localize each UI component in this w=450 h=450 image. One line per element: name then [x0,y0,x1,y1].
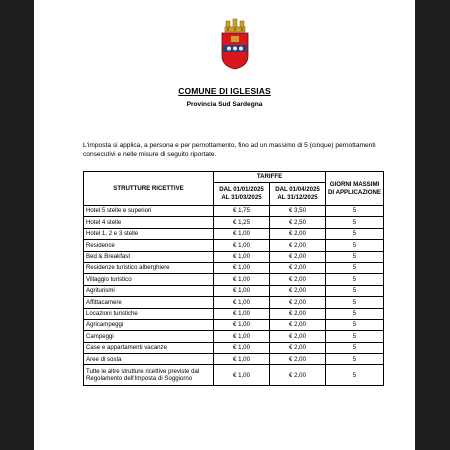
header-tariffe: TARIFFE [214,172,326,183]
max-days-cell: 5 [326,297,384,308]
tariff-period-2-cell: € 2,00 [270,240,326,251]
header-structures: STRUTTURE RICETTIVE [84,172,214,206]
structure-name-cell: Campeggi [84,331,214,342]
table-row [84,228,384,239]
table-row [84,274,384,285]
structure-name-cell: Agriturismi [84,285,214,296]
tariff-period-1-cell: € 1,00 [214,365,270,386]
table-row [84,308,384,319]
max-days-cell: 5 [326,262,384,273]
table-header-row [84,172,384,183]
header-period-1: DAL 01/01/2025 AL 31/03/2025 [214,183,270,206]
max-days-cell: 5 [326,308,384,319]
table-row [84,251,384,262]
intro-paragraph: L'imposta si applica, a persona e per pernottamento, fino ad un massimo di 5 (cinque) pernottamenti consecutivi e nelle misure di seguito riportate. [83,142,376,158]
max-days-cell: 5 [326,206,384,217]
max-days-cell: 5 [326,251,384,262]
table-body [84,206,384,386]
tariff-period-1-cell: € 1,00 [214,354,270,365]
document-page [34,0,415,450]
tariff-period-2-cell: € 2,00 [270,308,326,319]
structure-name-cell: Hotel 4 stelle [84,217,214,228]
table-row [84,331,384,342]
max-days-cell: 5 [326,342,384,353]
table-row [84,365,384,386]
structure-name-cell: Hotel 5 stelle e superiori [84,206,214,217]
municipal-crest-icon [220,18,250,70]
tariff-period-1-cell: € 1,00 [214,240,270,251]
max-days-cell: 5 [326,331,384,342]
tariff-period-2-cell: € 2,00 [270,262,326,273]
max-days-cell: 5 [326,228,384,239]
structure-name-cell: Villaggio turistico [84,274,214,285]
max-days-cell: 5 [326,274,384,285]
page-title: COMUNE DI IGLESIAS [178,86,271,96]
structure-name-cell: Case e appartamenti vacanze [84,342,214,353]
structure-name-cell: Bed & Breakfast [84,251,214,262]
max-days-cell: 5 [326,319,384,330]
structure-name-cell: Hotel 1, 2 e 3 stelle [84,228,214,239]
structure-name-cell: Tutte le altre strutture ricettive previste dal Regolamento dell'Imposta di Soggiorno [84,365,214,386]
table-row [84,206,384,217]
tariff-period-2-cell: € 2,50 [270,217,326,228]
table-row [84,262,384,273]
table-row [84,342,384,353]
header-period-2: DAL 01/04/2025 AL 31/12/2025 [270,183,326,206]
max-days-cell: 5 [326,354,384,365]
tariff-period-1-cell: € 1,00 [214,274,270,285]
structure-name-cell: Locazioni turistiche [84,308,214,319]
tariff-period-1-cell: € 1,00 [214,319,270,330]
tariff-period-2-cell: € 2,00 [270,274,326,285]
table-row [84,297,384,308]
structure-name-cell: Aree di sosta [84,354,214,365]
tariff-period-2-cell: € 2,00 [270,331,326,342]
tariff-period-1-cell: € 1,00 [214,228,270,239]
tariff-period-1-cell: € 1,25 [214,217,270,228]
tariff-period-1-cell: € 1,00 [214,251,270,262]
structure-name-cell: Agricampeggi [84,319,214,330]
max-days-cell: 5 [326,365,384,386]
table-row [84,217,384,228]
tariff-period-1-cell: € 1,00 [214,262,270,273]
tariff-period-1-cell: € 1,00 [214,308,270,319]
tariff-period-1-cell: € 1,00 [214,342,270,353]
tariff-period-1-cell: € 1,00 [214,285,270,296]
tariff-period-2-cell: € 2,00 [270,319,326,330]
table-row [84,240,384,251]
header-max-nights: GIORNI MASSIMI DI APPLICAZIONE [326,172,384,206]
max-days-cell: 5 [326,285,384,296]
page-subtitle: Provincia Sud Sardegna [186,101,263,108]
structure-name-cell: Residence [84,240,214,251]
table-row [84,319,384,330]
tariff-period-2-cell: € 3,50 [270,206,326,217]
tariff-period-1-cell: € 1,00 [214,331,270,342]
tariff-period-1-cell: € 1,00 [214,297,270,308]
tariff-period-1-cell: € 1,75 [214,206,270,217]
tariff-period-2-cell: € 2,00 [270,354,326,365]
structure-name-cell: Affittacamere [84,297,214,308]
table-row [84,354,384,365]
structure-name-cell: Residenze turistico alberghiere [84,262,214,273]
table-row [84,285,384,296]
tariff-period-2-cell: € 2,00 [270,297,326,308]
max-days-cell: 5 [326,217,384,228]
tariff-period-2-cell: € 2,00 [270,342,326,353]
tariff-period-2-cell: € 2,00 [270,228,326,239]
tariff-period-2-cell: € 2,00 [270,285,326,296]
tariff-period-2-cell: € 2,00 [270,365,326,386]
tariff-table [83,171,384,386]
tariff-period-2-cell: € 2,00 [270,251,326,262]
max-days-cell: 5 [326,240,384,251]
